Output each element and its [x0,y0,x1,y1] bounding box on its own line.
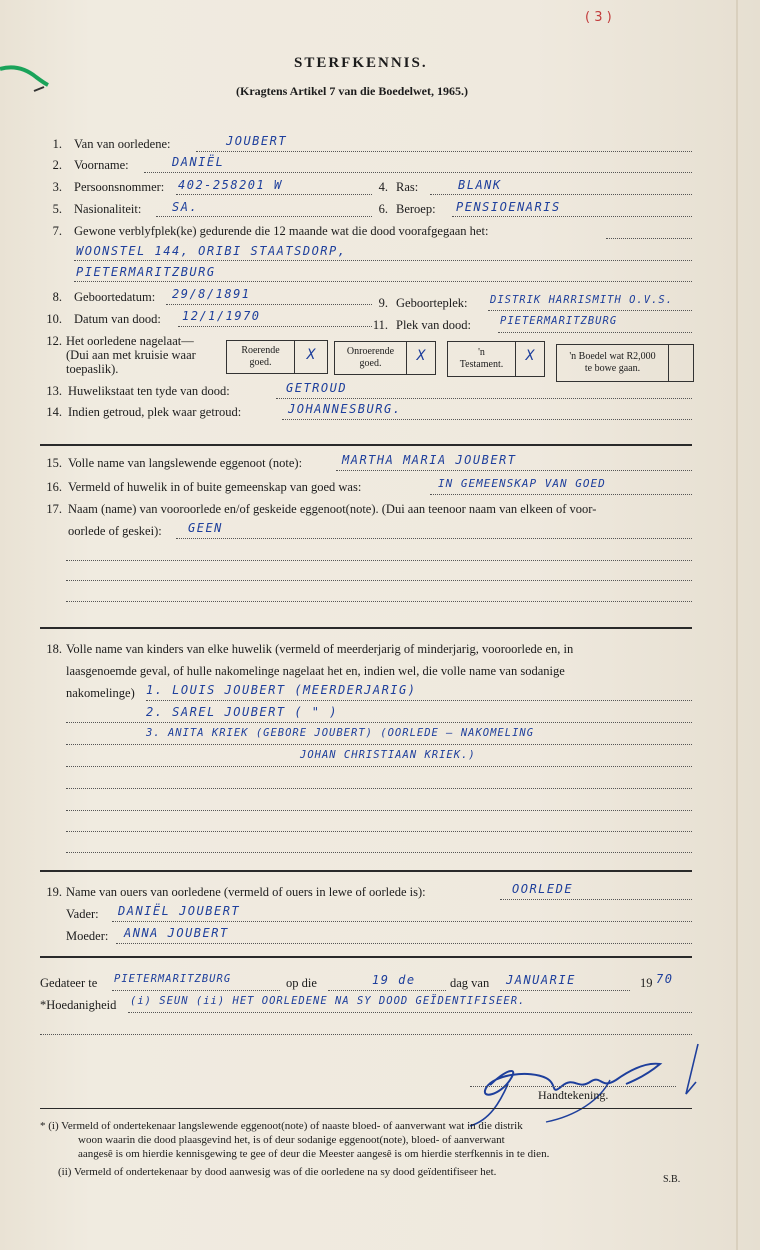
occupation-value: PENSIOENARIS [456,200,561,214]
capacity-line [128,1012,692,1013]
field-number: 14. [46,405,62,419]
community-property-value: IN GEMEENSKAP VAN GOED [438,477,606,490]
residence-line [74,281,692,282]
child-entry: 2. SAREL JOUBERT ( " ) [146,705,338,719]
movable-label: Roerende [241,345,280,356]
estate-hint: (Dui aan met kruisie waar [66,348,196,362]
blank-line [66,788,692,789]
residence-value-line1: WOONSTEL 144, ORIBI STAATSDORP, [76,244,347,258]
birthplace-label: Geboorteplek: [396,296,468,310]
blank-line [66,852,692,853]
field-number: 19. [46,885,62,899]
testament-box[interactable] [447,341,545,377]
marital-status-label: Huwelikstaat ten tyde van dood: [68,384,230,398]
race-label: Ras: [396,180,419,194]
father-line [112,921,692,922]
dated-day-line [328,990,446,991]
page-subtitle: (Kragtens Artikel 7 van die Boedelwet, 1965.) [236,84,468,98]
movable-checkmark: X [306,347,316,363]
id-number-value: 402-258201 W [178,178,283,192]
community-property-line [430,494,692,495]
surname-line [196,151,692,152]
blank-line [40,1034,692,1035]
field-number: 6. [378,202,388,216]
string-tag-icon [0,55,52,100]
page-edge [736,0,738,1250]
testament-checkmark: X [525,348,535,364]
form-code: S.B. [663,1174,681,1185]
predeceased-spouse-label: oorlede of geskei): [68,524,162,538]
death-date-value: 12/1/1970 [182,309,261,323]
movable-property-box[interactable] [226,340,328,374]
predeceased-spouse-line [176,538,692,539]
nationality-label: Nasionaliteit: [74,202,142,216]
page-number: ( 3 ) [585,10,612,25]
footnote-2: (ii) Vermeld of ondertekenaar by dood aanwesig was of die oorledene na sy dood geïdentifiseer het. [58,1166,497,1178]
spouse-value: MARTHA MARIA JOUBERT [342,453,517,467]
community-property-label: Vermeld of huwelik in of buite gemeenskap van goed was: [68,480,362,494]
section-divider [40,627,692,629]
parents-status-value: OORLEDE [512,882,574,896]
mother-label: Moeder: [66,929,109,943]
marital-status-line [276,398,692,399]
blank-line [66,831,692,832]
residence-line [606,238,692,239]
section-divider [40,444,692,446]
nationality-value: SA. [172,200,199,214]
residence-value-line2: PIETERMARITZBURG [76,265,216,279]
field-number: 16. [46,480,62,494]
mother-value: ANNA JOUBERT [124,926,229,940]
spouse-line [336,470,692,471]
first-names-label: Voorname: [74,158,129,172]
child-entry: 1. LOUIS JOUBERT (MEERDERJARIG) [146,683,417,697]
father-value: DANIËL JOUBERT [118,904,241,918]
field-number: 7. [52,224,62,238]
field-number: 9. [378,296,388,310]
field-number: 4. [378,180,388,194]
field-number: 8. [52,290,62,304]
dated-day-value: 19 de [372,973,416,987]
dated-month-value: JANUARIE [506,973,576,987]
signature-line [470,1086,676,1087]
testament-label: Testament. [459,359,504,370]
blank-line [66,580,692,581]
first-names-value: DANIËL [172,155,225,169]
children-line [66,766,692,767]
marital-status-value: GETROUD [286,381,348,395]
dated-on-label: op die [286,976,317,990]
death-date-label: Datum van dood: [74,312,161,326]
dated-month-label: dag van [450,976,490,990]
blank-line [66,810,692,811]
death-place-line [498,332,692,333]
spouse-label: Volle name van langslewende eggenoot (note): [68,456,303,470]
race-line [430,194,692,195]
field-number: 15. [46,456,62,470]
surname-value: JOUBERT [226,134,288,148]
residence-label: Gewone verblyfplek(ke) gedurende die 12 maande wat die dood voorafgegaan het: [74,224,489,238]
nationality-line [156,216,372,217]
birthplace-value: DISTRIK HARRISMITH O.V.S. [490,294,674,306]
death-date-line [178,326,372,327]
immovable-label: goed. [359,358,382,369]
estate-value-label: 'n Boedel wat R2,000 [569,351,656,362]
birth-date-value: 29/8/1891 [172,287,251,301]
surname-label: Van van oorledene: [74,137,171,151]
children-label: laasgenoemde geval, of hulle nakomelinge nagelaat het en, indien wel, die volle name van sodanige [66,664,565,678]
handwritten-signature [450,1040,710,1130]
marriage-place-line [282,419,692,420]
immovable-label: Onroerende [346,346,395,357]
occupation-label: Beroep: [396,202,436,216]
page-title: STERFKENNIS. [294,55,428,71]
field-number: 2. [52,158,62,172]
children-line [66,744,692,745]
death-place-label: Plek van dood: [396,318,471,332]
dated-place-value: PIETERMARITZBURG [114,973,232,985]
field-number: 17. [46,502,62,516]
occupation-line [452,216,692,217]
predeceased-spouse-label: Naam (name) van vooroorlede en/of geskeide eggenoot(note). (Dui aan teenoor naam van elkeen of voor- [68,502,597,516]
birthplace-line [488,310,692,311]
field-number: 10. [46,312,62,326]
dated-year-prefix: 19 [640,976,653,990]
parents-label: Name van ouers van oorledene (vermeld of ouers in lewe of oorlede is): [66,885,426,899]
children-line [66,722,692,723]
footnote-divider [40,1108,692,1109]
death-place-value: PIETERMARITZBURG [500,315,618,327]
marriage-place-label: Indien getroud, plek waar getroud: [68,405,242,419]
blank-line [66,601,692,602]
capacity-value: (i) SEUN (ii) HET OORLEDENE NA SY DOOD GEÏDENTIFISEER. [130,995,526,1007]
movable-label: goed. [249,357,272,368]
section-divider [40,870,692,872]
first-names-line [144,172,692,173]
signature-caption: Handtekening. [538,1088,609,1102]
dated-place-line [112,990,280,991]
field-number: 18. [46,642,62,656]
dated-year-value: 70 [656,972,674,986]
dated-month-line [500,990,630,991]
mother-line [116,943,692,944]
footnote-1: woon waarin die dood plaasgevind het, is of deur sodanige eggenoot(note), bloed- of aanverwant [78,1134,505,1146]
section-divider [40,956,692,958]
predeceased-spouse-value: GEEN [188,521,223,535]
grandchild-entry: JOHAN CHRISTIAAN KRIEK.) [300,749,476,761]
footnote-1: aangesê is om hierdie kennisgewing te gee of deur die Meester aangesê is om hierdie sterfkennis in te dien. [78,1148,550,1160]
child-entry: 3. ANITA KRIEK (GEBORE JOUBERT) (OORLEDE — NAKOMELING [146,727,535,739]
field-number: 11. [372,318,388,332]
parents-line [500,899,692,900]
testament-label: 'n [478,347,485,358]
dated-label: Gedateer te [40,976,98,990]
field-number: 1. [52,137,62,151]
blank-line [66,560,692,561]
estate-hint: toepaslik). [66,362,119,376]
field-number: 12. [46,334,62,348]
id-number-line [176,194,372,195]
estate-value-box[interactable] [556,344,694,382]
birth-date-line [166,304,372,305]
estate-label: Het oorledene nagelaat— [66,334,194,348]
id-number-label: Persoonsnommer: [74,180,165,194]
field-number: 5. [52,202,62,216]
capacity-label: *Hoedanigheid [40,998,117,1012]
estate-value-label: te bowe gaan. [584,363,641,374]
children-label: Volle name van kinders van elke huwelik (vermeld of meerderjarig of minderjarig, vooroorlede en, in [66,642,574,656]
race-value: BLANK [458,178,502,192]
children-line [146,700,692,701]
immovable-checkmark: X [416,348,426,364]
children-label: nakomelinge) [66,686,135,700]
field-number: 13. [46,384,62,398]
field-number: 3. [52,180,62,194]
marriage-place-value: JOHANNESBURG. [288,402,402,416]
immovable-property-box[interactable] [334,341,436,375]
birth-date-label: Geboortedatum: [74,290,156,304]
footnote-1: * (i) Vermeld of ondertekenaar langslewende eggenoot(note) of naaste bloed- of aanverwant wat in die distrik [40,1120,523,1132]
father-label: Vader: [66,907,99,921]
residence-line [74,260,692,261]
